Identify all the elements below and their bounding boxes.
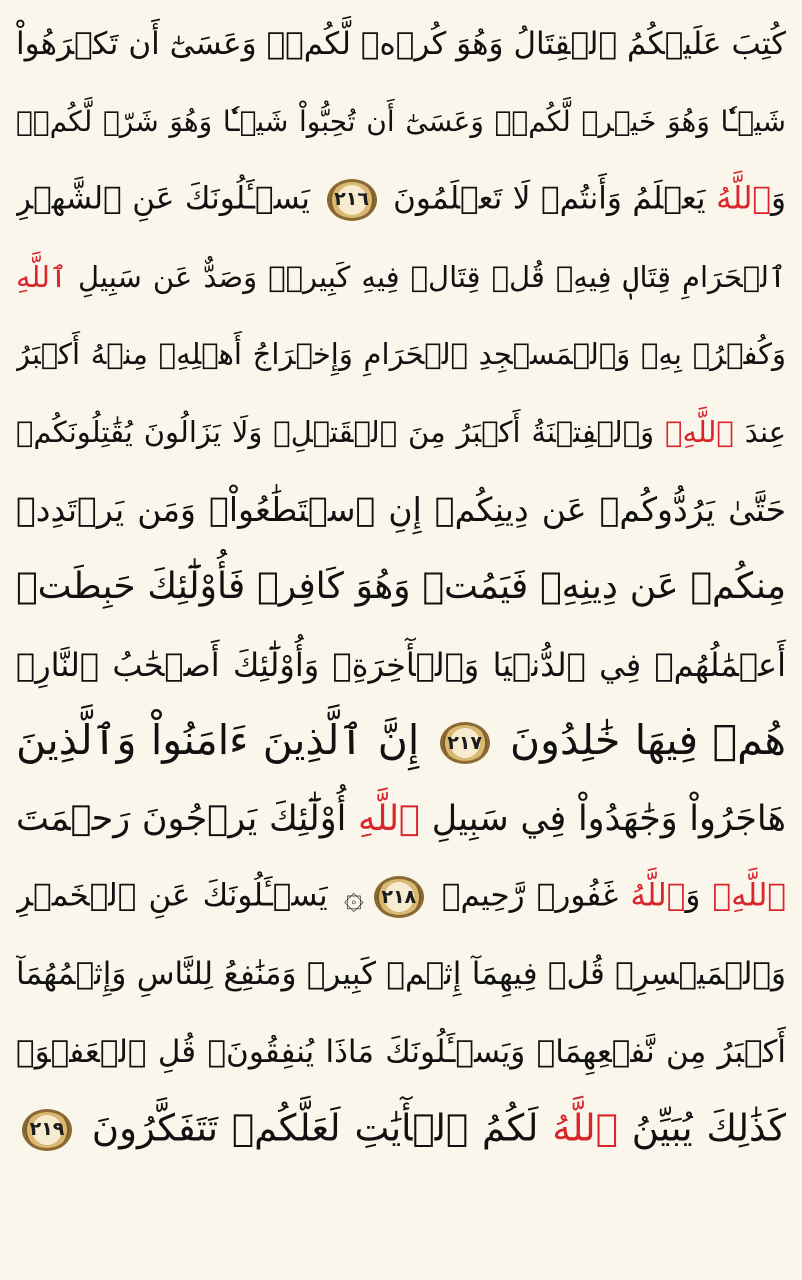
verse-text-segment: وَكُفۡرُۢ بِهِۦ وَٱلۡمَسۡجِدِ ٱلۡحَرَامِ وَإِخۡرَاجُ أَهۡلِهِۦ مِنۡهُ أَكۡبَرُ [16,337,786,372]
verse-line-text [16,716,786,765]
verse-text-segment: أَعۡمَٰلُهُمۡ فِي ٱلدُّنۡيَا وَٱلۡأٓخِرَةِۖ وَأُوْلَٰٓئِكَ أَصۡحَٰبُ ٱلنَّارِۖ [16,645,786,684]
verse-text-segment: يَسۡـَٔلُونَكَ عَنِ ٱلشَّهۡرِ [16,180,321,217]
verse-line [16,1014,786,1092]
verse-line [16,936,786,1014]
verse-line [16,6,786,84]
verse-text-segment: شَيۡـٔٗا وَهُوَ خَيۡرٞ لَّكُمۡۖ وَعَسَىٰٓ أَن تُحِبُّواْ شَيۡـٔٗا وَهُوَ شَرّٞ لَّكُمۡۚ [16,105,786,139]
verse-line-text [16,1106,786,1151]
verse-line [16,394,786,472]
verse-line [16,781,786,859]
verse-line-text [16,876,786,918]
verse-line-text [16,566,786,608]
rub-el-hizb-icon: ۞ [343,877,364,918]
verse-line-text [16,645,786,684]
divine-name: ٱللَّهِۚ [665,414,734,449]
divine-name: ٱللَّهُ [716,180,772,217]
verse-line [16,84,786,162]
verse-text-segment: هُمۡ فِيهَا خَٰلِدُونَ [495,716,786,765]
verse-line [16,239,786,317]
divine-name: ٱللَّهُ [552,1106,618,1150]
verse-text-segment: أَكۡبَرُ مِن نَّفۡعِهِمَاۗ وَيَسۡـَٔلُونَكَ مَاذَا يُنفِقُونَۖ قُلِ ٱلۡعَفۡوَۗ [16,1033,786,1070]
verse-line [16,1091,786,1169]
verse-text-segment: هَاجَرُواْ وَجَٰهَدُواْ فِي سَبِيلِ [420,799,786,840]
verse-text-segment: وَ [771,180,786,217]
verse-text-segment: كُتِبَ عَلَيۡكُمُ ٱلۡقِتَالُ وَهُوَ كُرۡهٞ لَّكُمۡۖ وَعَسَىٰٓ أَن تَكۡرَهُواْ [16,26,786,63]
verse-line [16,161,786,239]
verse-text-segment: مِنكُمۡ عَن دِينِهِۦ فَيَمُتۡ وَهُوَ كَافِرٞ فَأُوْلَٰٓئِكَ حَبِطَتۡ [16,566,786,608]
verse-line-text [16,26,786,63]
ayah-number-marker: ٢١٩ [22,1109,72,1151]
verse-text-segment: عِندَ [733,414,786,449]
verse-line-text [16,490,786,530]
divine-name: ٱللَّهِ [16,259,67,294]
verse-text-segment: حَتَّىٰ يَرُدُّوكُمۡ عَن دِينِكُمۡ إِنِ ٱسۡتَطَٰعُواْۚ وَمَن يَرۡتَدِدۡ [16,490,786,530]
verse-line [16,859,786,937]
verse-text-segment: كَذَٰلِكَ يُبَيِّنُ [617,1106,786,1150]
verse-text-segment: يَسۡـَٔلُونَكَ عَنِ ٱلۡخَمۡرِ [16,877,340,914]
verse-line-text [16,179,786,221]
verse-text-segment: غَفُورٞ رَّحِيمٞ [429,877,631,914]
verse-line [16,316,786,394]
verse-line [16,471,786,549]
verse-text-segment: لَكُمُ ٱلۡأٓيَٰتِ لَعَلَّكُمۡ تَتَفَكَّرُونَ [78,1106,553,1150]
verse-text-segment: ٱلۡحَرَامِ قِتَالٖ فِيهِۖ قُلۡ قِتَالٞ فِيهِ كَبِيرٞۚ وَصَدٌّ عَن سَبِيلِ [66,259,786,294]
divine-name: ٱللَّهُ [630,877,686,914]
quran-text-body [16,6,786,1169]
verse-line-text [16,337,786,372]
verse-line-text [16,414,786,449]
ayah-number-marker: ٢١٦ [327,179,377,221]
verse-line-text [16,799,786,840]
verse-line-text [16,1033,786,1070]
verse-line [16,704,786,782]
verse-line-text [16,956,786,993]
verse-text-segment: أُوْلَٰٓئِكَ يَرۡجُونَ رَحۡمَتَ [16,799,359,840]
divine-name: ٱللَّهِۚ [712,877,786,914]
verse-text-segment: وَٱلۡفِتۡنَةُ أَكۡبَرُ مِنَ ٱلۡقَتۡلِۗ وَلَا يَزَالُونَ يُقَٰتِلُونَكُمۡ [16,414,666,449]
verse-line [16,549,786,627]
verse-text-segment: وَٱلۡمَيۡسِرِۖ قُلۡ فِيهِمَآ إِثۡمٞ كَبِيرٞ وَمَنَٰفِعُ لِلنَّاسِ وَإِثۡمُهُمَآ [16,956,786,993]
verse-line-text [16,259,786,294]
verse-line-text [16,105,786,139]
divine-name: ٱللَّهِ [358,799,421,840]
verse-text-segment: وَ [685,877,713,914]
verse-text-segment: إِنَّ ٱلَّذِينَ ءَامَنُواْ وَٱلَّذِينَ [16,716,434,765]
ayah-number-marker: ٢١٧ [440,722,490,764]
verse-line [16,626,786,704]
ayah-number-marker: ٢١٨ [374,876,424,918]
verse-text-segment: يَعۡلَمُ وَأَنتُمۡ لَا تَعۡلَمُونَ [382,180,717,217]
